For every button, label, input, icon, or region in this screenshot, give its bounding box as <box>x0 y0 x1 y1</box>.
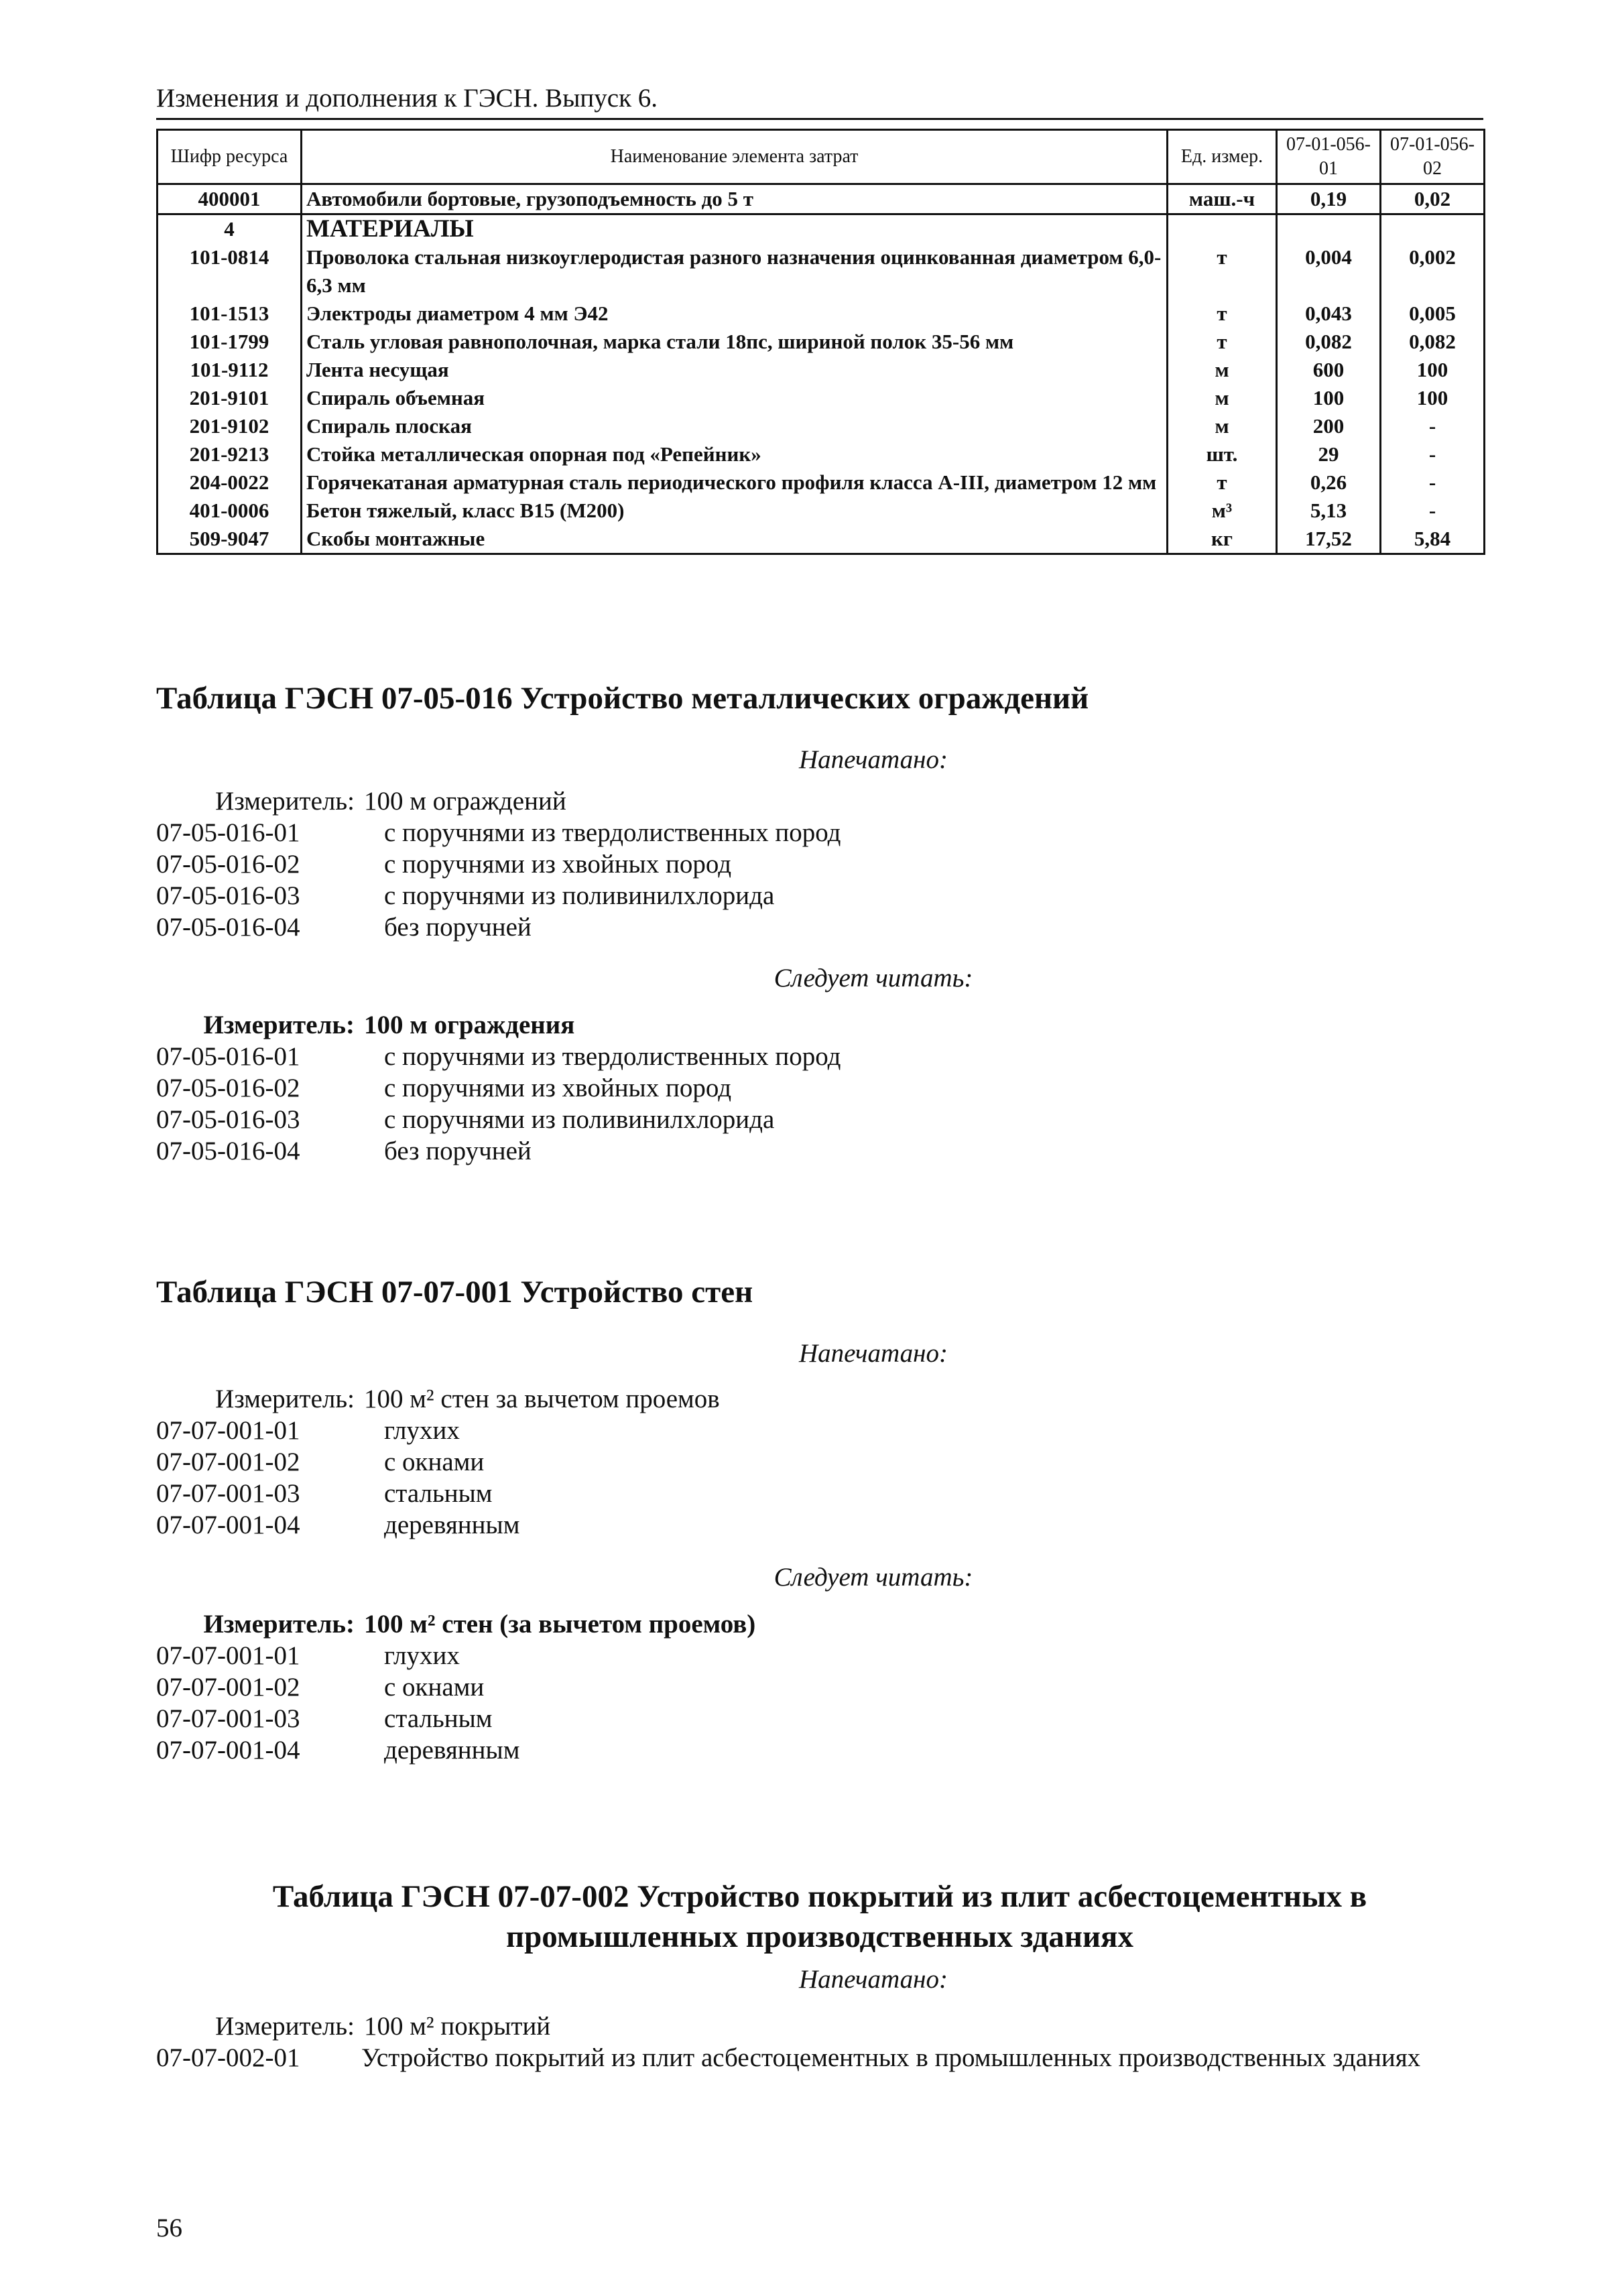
resource-value-2: 0,005 <box>1381 300 1485 328</box>
resource-code: 401-0006 <box>158 497 302 525</box>
resource-unit: т <box>1168 328 1277 356</box>
list-item <box>156 817 1483 848</box>
resource-value-1: 600 <box>1277 356 1381 384</box>
list-item <box>156 848 1483 880</box>
meter-label: Измеритель: <box>203 1610 355 1639</box>
resource-unit <box>1168 214 1277 244</box>
resource-name: Проволока стальная низкоуглеродистая разного назначения оцинкованная диаметром 6,0-6,3 мм <box>302 243 1168 300</box>
meter-value: 100 м ограждения <box>364 1011 575 1039</box>
resource-code: 509-9047 <box>158 525 302 554</box>
printed-block <box>156 2011 1483 2074</box>
resource-code: 201-9102 <box>158 412 302 440</box>
resource-unit: т <box>1168 243 1277 300</box>
correct-label: Следует читать: <box>774 964 973 993</box>
table-row <box>158 525 1485 554</box>
item-code: 07-05-016-04 <box>156 1137 300 1165</box>
resource-value-1 <box>1277 214 1381 244</box>
resource-code: 201-9213 <box>158 440 302 468</box>
resource-name: Скобы монтажные <box>302 525 1168 554</box>
page-number: 56 <box>156 2214 182 2242</box>
item-code: 07-05-016-01 <box>156 1042 300 1071</box>
resource-unit: м <box>1168 384 1277 412</box>
meter-value: 100 м ограждений <box>364 787 566 816</box>
item-text: без поручней <box>384 913 532 942</box>
resource-name: Стойка металлическая опорная под «Репейник» <box>302 440 1168 468</box>
resource-name: Бетон тяжелый, класс В15 (М200) <box>302 497 1168 525</box>
resource-unit: м <box>1168 412 1277 440</box>
meter-label: Измеритель: <box>215 2012 355 2041</box>
resource-code: 101-0814 <box>158 243 302 300</box>
resource-code: 400001 <box>158 184 302 214</box>
meter-value: 100 м² покрытий <box>364 2012 551 2041</box>
item-text: деревянным <box>384 1736 520 1765</box>
item-text: стальным <box>384 1704 493 1733</box>
correct-block <box>156 1608 1483 1766</box>
resource-value-2: 0,082 <box>1381 328 1485 356</box>
resource-value-1: 200 <box>1277 412 1381 440</box>
resource-value-2: 100 <box>1381 384 1485 412</box>
resource-value-2: 0,002 <box>1381 243 1485 300</box>
table-row <box>158 384 1485 412</box>
item-text: с поручнями из поливинилхлорида <box>384 1105 775 1134</box>
resource-unit: маш.-ч <box>1168 184 1277 214</box>
resource-value-1: 100 <box>1277 384 1381 412</box>
printed-block <box>156 1383 1483 1541</box>
correct-label: Следует читать: <box>774 1563 973 1592</box>
table-row <box>158 214 1485 244</box>
item-text: глухих <box>384 1641 460 1670</box>
item-text: стальным <box>384 1479 493 1508</box>
column-header: 07-01-056-02 <box>1381 130 1485 184</box>
item-code: 07-07-001-03 <box>156 1479 300 1508</box>
resource-name: Спираль плоская <box>302 412 1168 440</box>
table-row <box>158 440 1485 468</box>
section-title: Таблица ГЭСН 07-05-016 Устройство металлических ограждений <box>156 681 1089 716</box>
table-row <box>158 497 1485 525</box>
correct-block <box>156 1009 1483 1167</box>
resource-value-1: 0,19 <box>1277 184 1381 214</box>
item-code: 07-05-016-02 <box>156 1074 300 1102</box>
resource-value-2: 100 <box>1381 356 1485 384</box>
resource-value-2: 0,02 <box>1381 184 1485 214</box>
printed-block <box>156 785 1483 943</box>
table-row <box>158 243 1485 300</box>
table-row <box>158 412 1485 440</box>
item-text: глухих <box>384 1416 460 1445</box>
table-row <box>158 300 1485 328</box>
resource-unit: м <box>1168 356 1277 384</box>
item-text: с окнами <box>384 1448 485 1476</box>
resource-value-2: - <box>1381 497 1485 525</box>
item-code: 07-07-001-02 <box>156 1673 300 1702</box>
section-title: Таблица ГЭСН 07-07-002 Устройство покрытий из плит асбестоцементных в промышленных производственных зданиях <box>272 1879 1367 1954</box>
resource-name: Автомобили бортовые, грузоподъемность до 5 т <box>302 184 1168 214</box>
list-item <box>156 1104 1483 1135</box>
item-code: 07-07-001-03 <box>156 1704 300 1733</box>
list-item <box>156 2042 1483 2074</box>
list-item <box>156 880 1483 911</box>
resource-unit: т <box>1168 468 1277 497</box>
table-row <box>158 184 1485 214</box>
list-item <box>156 1734 1483 1766</box>
item-code: 07-07-001-04 <box>156 1736 300 1765</box>
item-text: Устройство покрытий из плит асбестоцементных в промышленных производственных зданиях <box>361 2043 1421 2072</box>
list-item <box>156 1640 1483 1671</box>
item-text: с поручнями из твердолиственных пород <box>384 818 841 847</box>
item-text: с поручнями из твердолиственных пород <box>384 1042 841 1071</box>
item-text: с поручнями из хвойных пород <box>384 1074 732 1102</box>
resource-value-2: - <box>1381 440 1485 468</box>
printed-label: Напечатано: <box>798 745 948 774</box>
item-text: деревянным <box>384 1511 520 1539</box>
resource-value-1: 0,082 <box>1277 328 1381 356</box>
list-item <box>156 1446 1483 1478</box>
resource-value-2 <box>1381 214 1485 244</box>
table-row <box>158 328 1485 356</box>
resource-value-1: 29 <box>1277 440 1381 468</box>
resource-value-1: 17,52 <box>1277 525 1381 554</box>
item-text: с поручнями из поливинилхлорида <box>384 881 775 910</box>
column-header: Шифр ресурса <box>158 130 302 184</box>
resource-value-1: 0,043 <box>1277 300 1381 328</box>
meter-label: Измеритель: <box>215 787 355 816</box>
table-header-row <box>158 130 1485 184</box>
resource-name: Горячекатаная арматурная сталь периодического профиля класса А-III, диаметром 12 мм <box>302 468 1168 497</box>
meter-label: Измеритель: <box>203 1011 355 1039</box>
resource-code: 204-0022 <box>158 468 302 497</box>
list-item <box>156 1478 1483 1509</box>
resource-value-1: 0,004 <box>1277 243 1381 300</box>
meter-value: 100 м² стен (за вычетом проемов) <box>364 1610 756 1639</box>
printed-label: Напечатано: <box>798 1965 948 1994</box>
resource-code: 101-1513 <box>158 300 302 328</box>
resource-code: 201-9101 <box>158 384 302 412</box>
item-code: 07-05-016-04 <box>156 913 300 942</box>
printed-label: Напечатано: <box>798 1339 948 1368</box>
resource-code: 4 <box>158 214 302 244</box>
column-header: 07-01-056-01 <box>1277 130 1381 184</box>
item-text: с окнами <box>384 1673 485 1702</box>
item-code: 07-07-001-02 <box>156 1448 300 1476</box>
meter-value: 100 м² стен за вычетом проемов <box>364 1385 720 1413</box>
item-code: 07-07-002-01 <box>156 2043 300 2072</box>
column-header: Ед. измер. <box>1168 130 1277 184</box>
section-title: Таблица ГЭСН 07-07-001 Устройство стен <box>156 1275 753 1310</box>
list-item <box>156 1703 1483 1734</box>
item-code: 07-07-001-01 <box>156 1641 300 1670</box>
resource-unit: шт. <box>1168 440 1277 468</box>
list-item <box>156 1072 1483 1104</box>
resource-value-2: 5,84 <box>1381 525 1485 554</box>
resource-name: Спираль объемная <box>302 384 1168 412</box>
meter-label: Измеритель: <box>215 1385 355 1413</box>
resource-unit: т <box>1168 300 1277 328</box>
item-code: 07-05-016-02 <box>156 850 300 879</box>
table-row <box>158 356 1485 384</box>
list-item <box>156 1415 1483 1446</box>
item-code: 07-07-001-04 <box>156 1511 300 1539</box>
table-row <box>158 468 1485 497</box>
item-code: 07-05-016-01 <box>156 818 300 847</box>
list-item <box>156 911 1483 943</box>
resource-code: 101-1799 <box>158 328 302 356</box>
item-code: 07-07-001-01 <box>156 1416 300 1445</box>
resource-name: Электроды диаметром 4 мм Э42 <box>302 300 1168 328</box>
item-code: 07-05-016-03 <box>156 881 300 910</box>
item-text: с поручнями из хвойных пород <box>384 850 732 879</box>
resource-code: 101-9112 <box>158 356 302 384</box>
list-item <box>156 1509 1483 1541</box>
resource-unit: кг <box>1168 525 1277 554</box>
column-header: Наименование элемента затрат <box>302 130 1168 184</box>
resource-name: МАТЕРИАЛЫ <box>302 214 1168 244</box>
list-item <box>156 1671 1483 1703</box>
resource-value-1: 5,13 <box>1277 497 1381 525</box>
resource-unit: м³ <box>1168 497 1277 525</box>
item-text: без поручней <box>384 1137 532 1165</box>
resource-value-1: 0,26 <box>1277 468 1381 497</box>
page-header: Изменения и дополнения к ГЭСН. Выпуск 6. <box>156 82 1483 120</box>
resource-value-2: - <box>1381 468 1485 497</box>
resource-value-2: - <box>1381 412 1485 440</box>
resource-name: Лента несущая <box>302 356 1168 384</box>
resource-name: Сталь угловая равнополочная, марка стали 18пс, шириной полок 35-56 мм <box>302 328 1168 356</box>
resource-table <box>156 129 1485 555</box>
list-item <box>156 1135 1483 1167</box>
list-item <box>156 1041 1483 1072</box>
item-code: 07-05-016-03 <box>156 1105 300 1134</box>
